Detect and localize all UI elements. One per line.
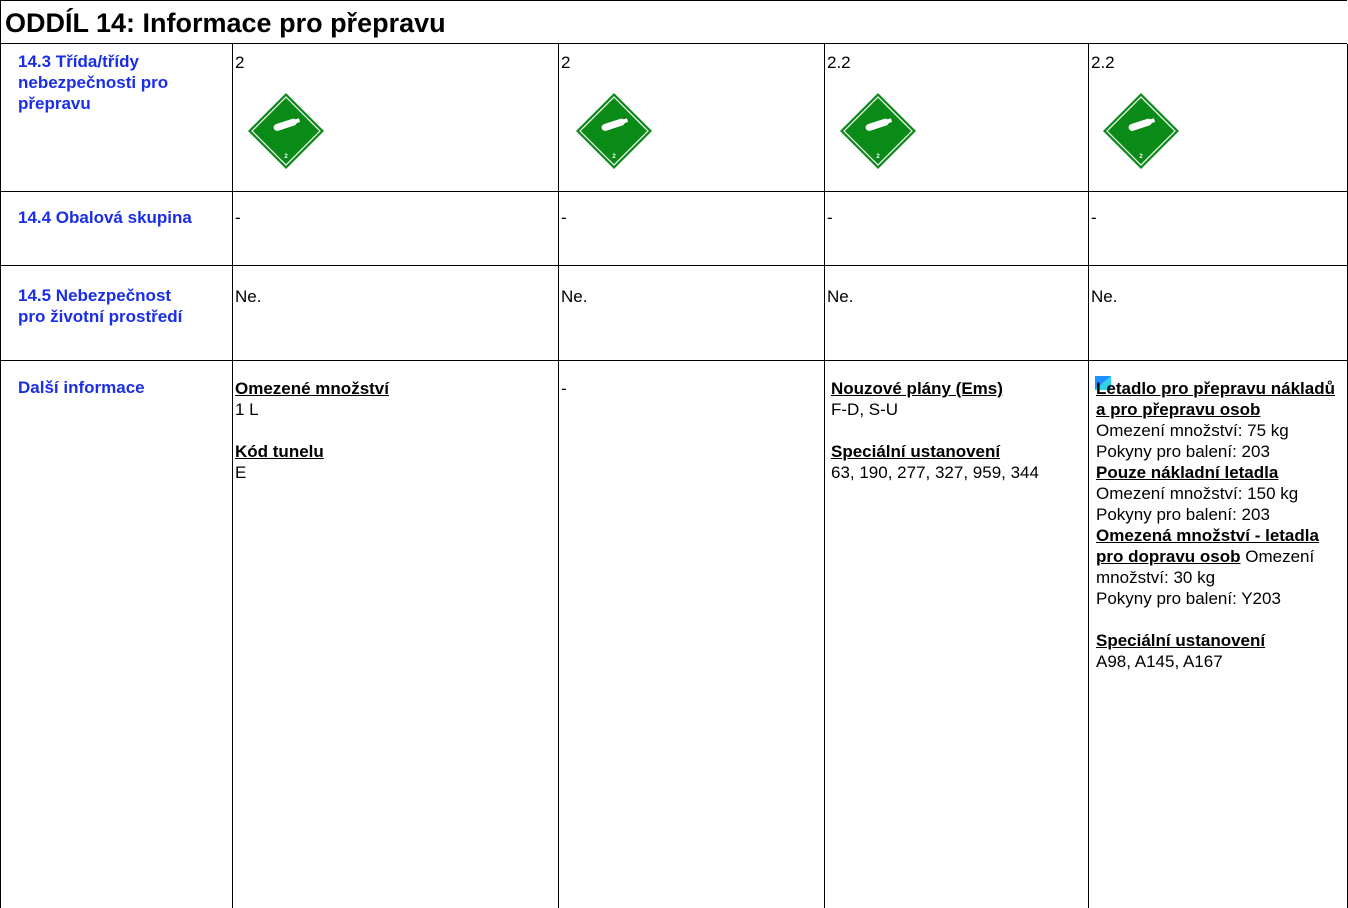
hazard-class-value: 2.2 xyxy=(827,53,851,72)
ems-heading: Nouzové plány (Ems) xyxy=(831,379,1003,398)
row-divider xyxy=(0,360,1348,361)
tunnel-code-value: E xyxy=(235,463,247,482)
hazard-class-value: 2.2 xyxy=(1091,53,1115,72)
cargo-only-packing: Pokyny pro balení: 203 xyxy=(1096,505,1270,524)
placard-number: 2 xyxy=(284,154,288,160)
row-divider xyxy=(0,191,1348,192)
environmental-value: Ne. xyxy=(561,287,588,306)
additional-info-col4 xyxy=(1096,378,1342,672)
column-divider xyxy=(824,44,825,908)
limited-qty-aircraft-qty: Omezení množství: 30 kg xyxy=(1096,547,1315,587)
cargo-only-qty: Omezení množství: 150 kg xyxy=(1096,484,1299,503)
special-provisions-value: A98, A145, A167 xyxy=(1096,652,1223,671)
gas-cylinder-placard-icon xyxy=(247,92,325,170)
environmental-label: 14.5 Nebezpečnost pro životní prostředí xyxy=(18,286,183,326)
additional-info-label: Další informace xyxy=(18,378,145,397)
column-divider xyxy=(232,44,233,908)
placard-number: 2 xyxy=(1139,154,1143,160)
environmental-value: Ne. xyxy=(235,287,262,306)
additional-info-col2: - xyxy=(561,379,567,398)
limited-qty-heading: Omezené množství xyxy=(235,379,389,398)
cargo-only-heading: Pouze nákladní letadla xyxy=(1096,463,1279,482)
cargo-pax-aircraft-heading: Letadlo pro přepravu nákladů a pro přepravu osob xyxy=(1096,379,1335,419)
hazard-class-value: 2 xyxy=(235,53,245,72)
packing-group-value: - xyxy=(235,208,241,227)
environmental-value: Ne. xyxy=(827,287,854,306)
section-title: ODDÍL 14: Informace pro přepravu xyxy=(0,0,1347,44)
column-divider xyxy=(558,44,559,908)
tunnel-code-heading: Kód tunelu xyxy=(235,442,324,461)
gas-cylinder-placard-icon xyxy=(1102,92,1180,170)
special-provisions-heading: Speciální ustanovení xyxy=(1096,631,1266,650)
limited-qty-value: 1 L xyxy=(235,400,259,419)
cargo-pax-qty: Omezení množství: 75 kg xyxy=(1096,421,1289,440)
additional-info-col3 xyxy=(831,378,1069,483)
ems-value: F-D, S-U xyxy=(831,400,899,419)
special-provisions-value: 63, 190, 277, 327, 959, 344 xyxy=(831,463,1039,482)
limited-qty-aircraft-heading: Omezená množství - letadla pro dopravu osob xyxy=(1096,526,1319,566)
environmental-value: Ne. xyxy=(1091,287,1118,306)
additional-info-col1 xyxy=(235,378,553,483)
row-divider xyxy=(0,265,1348,266)
limited-qty-aircraft-packing: Pokyny pro balení: Y203 xyxy=(1096,589,1281,608)
packing-group-value: - xyxy=(827,208,833,227)
table-left-border xyxy=(0,44,1,908)
placard-number: 2 xyxy=(876,154,880,160)
packing-group-value: - xyxy=(561,208,567,227)
gas-cylinder-placard-icon xyxy=(839,92,917,170)
packing-group-label: 14.4 Obalová skupina xyxy=(18,208,192,227)
special-provisions-heading: Speciální ustanovení xyxy=(831,442,1001,461)
cargo-pax-packing: Pokyny pro balení: 203 xyxy=(1096,442,1270,461)
packing-group-value: - xyxy=(1091,208,1097,227)
column-divider xyxy=(1088,44,1089,908)
hazard-class-value: 2 xyxy=(561,53,571,72)
gas-cylinder-placard-icon xyxy=(575,92,653,170)
placard-number: 2 xyxy=(612,154,616,160)
hazard-class-label: 14.3 Třída/třídy nebezpečnosti pro přepravu xyxy=(18,52,169,113)
